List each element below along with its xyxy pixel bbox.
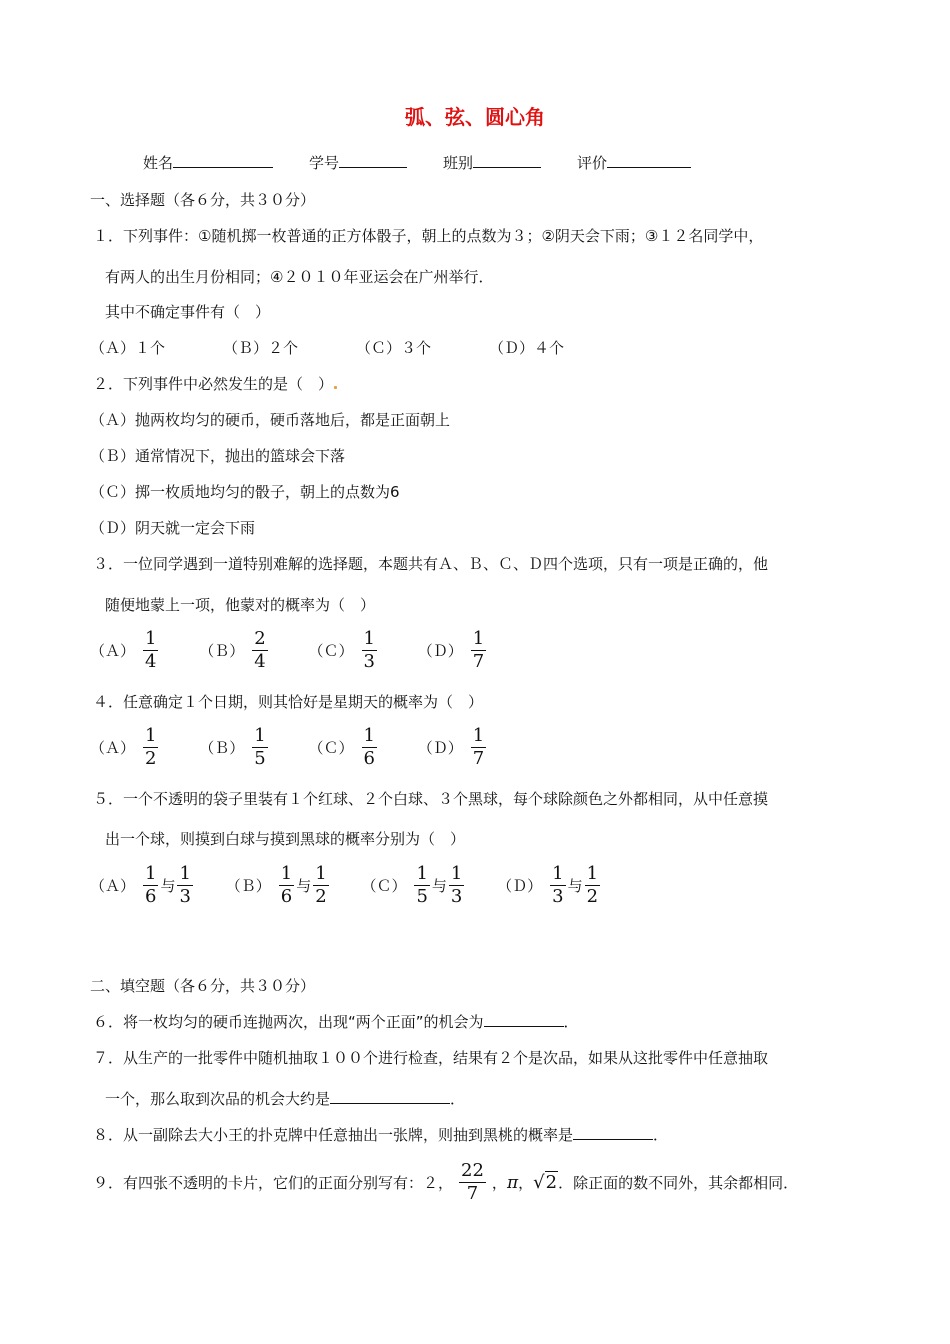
q1-option-c[interactable]: （Ｃ）３个 <box>356 339 432 357</box>
fraction <box>471 628 486 673</box>
q1-option-b[interactable]: （Ｂ）２个 <box>223 339 299 357</box>
option-label: （Ｄ） <box>497 876 543 895</box>
q1-line1: １．下列事件：①随机掷一枚普通的正方体骰子，朝上的点数为３；②阴天会下雨；③１２名同学中， <box>93 227 764 245</box>
fraction <box>550 863 565 908</box>
class-field[interactable] <box>443 152 541 173</box>
q2-stem <box>93 374 337 394</box>
fraction-denominator: 3 <box>179 886 191 907</box>
fraction-numerator: 1 <box>179 863 191 884</box>
q1-line3: 其中不确定事件有（ ） <box>105 303 271 321</box>
q9-text: ９．有四张不透明的卡片，它们的正面分别写有：２， <box>93 1173 454 1192</box>
fraction-denominator: 5 <box>254 748 266 769</box>
q2-option-a[interactable]: （Ａ）抛两枚均匀的硬币，硬币落地后，都是正面朝上 <box>90 411 451 429</box>
q1-line2: 有两人的出生月份相同；④２０１０年亚运会在广州举行． <box>105 268 494 286</box>
fraction-numerator: 1 <box>145 725 157 746</box>
q3-option-c[interactable] <box>309 628 379 673</box>
option-label: （Ｃ） <box>308 738 354 757</box>
fraction-numerator: 1 <box>280 863 293 884</box>
q9-text-end: ．除正面的数不同外，其余都相同． <box>558 1173 799 1192</box>
fraction <box>449 863 464 908</box>
fraction-numerator: 1 <box>363 628 375 649</box>
fraction-numerator: 1 <box>145 863 157 884</box>
q7-line1: ７．从生产的一批零件中随机抽取１００个进行检查，结果有２个是次品，如果从这批零件中任意抽取 <box>93 1049 769 1067</box>
q3-line1: ３．一位同学遇到一道特别难解的选择题，本题共有Ａ、Ｂ、Ｃ、Ｄ四个选项，只有一项是正确的，他 <box>93 555 769 573</box>
fraction-numerator: 1 <box>145 628 157 649</box>
option-label: （Ｄ） <box>417 641 463 660</box>
fraction-numerator: 1 <box>254 725 266 746</box>
q4-options <box>90 725 522 770</box>
name-label: 姓名 <box>143 154 174 172</box>
q8-text: ８．从一副除去大小王的扑克牌中任意抽出一张牌，则抽到黑桃的概率是 <box>93 1126 574 1144</box>
fraction-denominator: 4 <box>254 651 266 672</box>
fraction <box>279 863 294 908</box>
id-field[interactable] <box>309 152 407 173</box>
q9-line <box>93 1160 798 1205</box>
option-label: （Ｃ） <box>361 876 407 895</box>
q1-option-a[interactable]: （Ａ）１个 <box>90 339 166 357</box>
page-title: 弧、弦、圆心角 <box>405 105 545 129</box>
fraction-numerator: 2 <box>254 628 266 649</box>
fraction-denominator: 6 <box>363 748 375 769</box>
q7-text: 一个，那么取到次品的机会大约是 <box>105 1090 331 1108</box>
sqrt-expression: √2 <box>533 1171 558 1193</box>
q4-option-d[interactable] <box>418 725 488 770</box>
q5-option-d[interactable] <box>497 863 602 908</box>
name-field[interactable] <box>143 152 273 173</box>
name-blank[interactable] <box>173 153 273 168</box>
q1-options <box>90 338 622 358</box>
q8-answer-blank[interactable] <box>573 1125 653 1140</box>
q6-answer-blank[interactable] <box>484 1012 564 1027</box>
q3-option-d[interactable] <box>418 628 488 673</box>
q5-option-b[interactable] <box>226 863 331 908</box>
fraction-denominator: 3 <box>450 886 463 907</box>
q2-stem-text: ２．下列事件中必然发生的是（ ） <box>93 375 334 393</box>
option-label: （Ｃ） <box>308 641 354 660</box>
option-label: （Ｂ） <box>199 738 245 757</box>
q4-stem: ４．任意确定１个日期，则其恰好是星期天的概率为（ ） <box>93 693 484 711</box>
sqrt-radicand: 2 <box>545 1171 558 1193</box>
fraction <box>459 1160 486 1205</box>
fraction <box>177 863 192 908</box>
grade-blank[interactable] <box>607 153 691 168</box>
fraction-denominator: 5 <box>416 886 428 907</box>
q3-line2: 随便地蒙上一项，他蒙对的概率为（ ） <box>105 596 376 614</box>
id-label: 学号 <box>309 154 340 172</box>
q6-end: ． <box>563 1013 579 1031</box>
option-label: （Ａ） <box>90 641 136 660</box>
fraction-denominator: 6 <box>145 886 157 907</box>
fraction <box>143 628 158 673</box>
q3-option-b[interactable] <box>199 628 269 673</box>
fraction-numerator: 1 <box>450 863 463 884</box>
q8-end: ． <box>653 1126 669 1144</box>
section1-heading: 一、选择题（各６分，共３０分） <box>90 191 316 209</box>
q4-option-c[interactable] <box>309 725 379 770</box>
fraction-denominator: 2 <box>315 886 327 907</box>
q5-option-c[interactable] <box>361 863 466 908</box>
q1-option-d[interactable]: （Ｄ）４个 <box>489 339 565 357</box>
option-label: （Ａ） <box>90 876 136 895</box>
fraction-denominator: 7 <box>472 748 485 769</box>
q3-options <box>90 628 522 673</box>
joiner-text: 与 <box>431 876 447 895</box>
q3-option-a[interactable] <box>90 628 160 673</box>
fraction <box>252 628 267 673</box>
fraction <box>252 725 267 770</box>
id-blank[interactable] <box>339 153 407 168</box>
fraction-denominator: 2 <box>145 748 157 769</box>
class-blank[interactable] <box>473 153 541 168</box>
section2-heading: 二、填空题（各６分，共３０分） <box>90 977 316 995</box>
fraction-numerator: 1 <box>472 725 485 746</box>
class-label: 班别 <box>443 154 474 172</box>
fraction-numerator: 1 <box>552 863 564 884</box>
comma: ， <box>491 1173 507 1192</box>
fraction-numerator: 1 <box>586 863 599 884</box>
q7-line2 <box>105 1089 465 1109</box>
fraction <box>585 863 600 908</box>
q2-option-c[interactable]: （Ｃ）掷一枚质地均匀的骰子，朝上的点数为6 <box>90 483 400 501</box>
option-label: （Ｂ） <box>225 876 271 895</box>
fraction <box>414 863 429 908</box>
q5-line2: 出一个球，则摸到白球与摸到黑球的概率分别为（ ） <box>105 830 466 848</box>
fraction <box>471 725 486 770</box>
option-label: （Ｄ） <box>417 738 463 757</box>
q8-line <box>93 1125 668 1145</box>
q2-option-d[interactable]: （Ｄ）阴天就一定会下雨 <box>90 519 256 537</box>
fraction <box>313 863 328 908</box>
fraction-denominator: 2 <box>586 886 599 907</box>
joiner-text: 与 <box>296 876 312 895</box>
fraction-numerator: 1 <box>416 863 428 884</box>
fraction <box>362 725 377 770</box>
q2-option-b[interactable]: （Ｂ）通常情况下，抛出的篮球会下落 <box>90 447 346 465</box>
fraction <box>362 628 377 673</box>
fraction-denominator: 3 <box>552 886 564 907</box>
joiner-text: 与 <box>160 876 176 895</box>
joiner-text: 与 <box>567 876 583 895</box>
fraction-denominator: 4 <box>145 651 157 672</box>
q7-answer-blank[interactable] <box>330 1089 450 1104</box>
fraction-denominator: 6 <box>280 886 293 907</box>
grade-field[interactable] <box>577 152 691 173</box>
q5-option-a[interactable] <box>90 863 195 908</box>
fraction-numerator: 1 <box>363 725 375 746</box>
fraction <box>143 725 158 770</box>
q4-option-b[interactable] <box>199 725 269 770</box>
pi-symbol: π <box>506 1172 519 1193</box>
q7-end: ． <box>450 1090 466 1108</box>
fraction-denominator: 7 <box>472 651 485 672</box>
option-label: （Ｂ） <box>199 641 245 660</box>
q4-option-a[interactable] <box>90 725 160 770</box>
fraction <box>143 863 158 908</box>
fraction-denominator: 7 <box>466 1183 479 1204</box>
fraction-denominator: 3 <box>363 651 375 672</box>
q6-text: ６．将一枚均匀的硬币连抛两次，出现“两个正面”的机会为 <box>93 1013 484 1031</box>
fraction-numerator: 1 <box>472 628 485 649</box>
comma: ， <box>518 1173 534 1192</box>
q5-line1: ５．一个不透明的袋子里装有１个红球、２个白球、３个黑球，每个球除颜色之外都相同，从中任意摸 <box>93 790 769 808</box>
fraction-numerator: 22 <box>461 1160 484 1181</box>
grade-label: 评价 <box>577 154 608 172</box>
fraction-numerator: 1 <box>315 863 327 884</box>
option-label: （Ａ） <box>90 738 136 757</box>
q5-options <box>90 863 602 908</box>
q6-line <box>93 1012 579 1032</box>
stray-dot-mark <box>334 386 337 389</box>
